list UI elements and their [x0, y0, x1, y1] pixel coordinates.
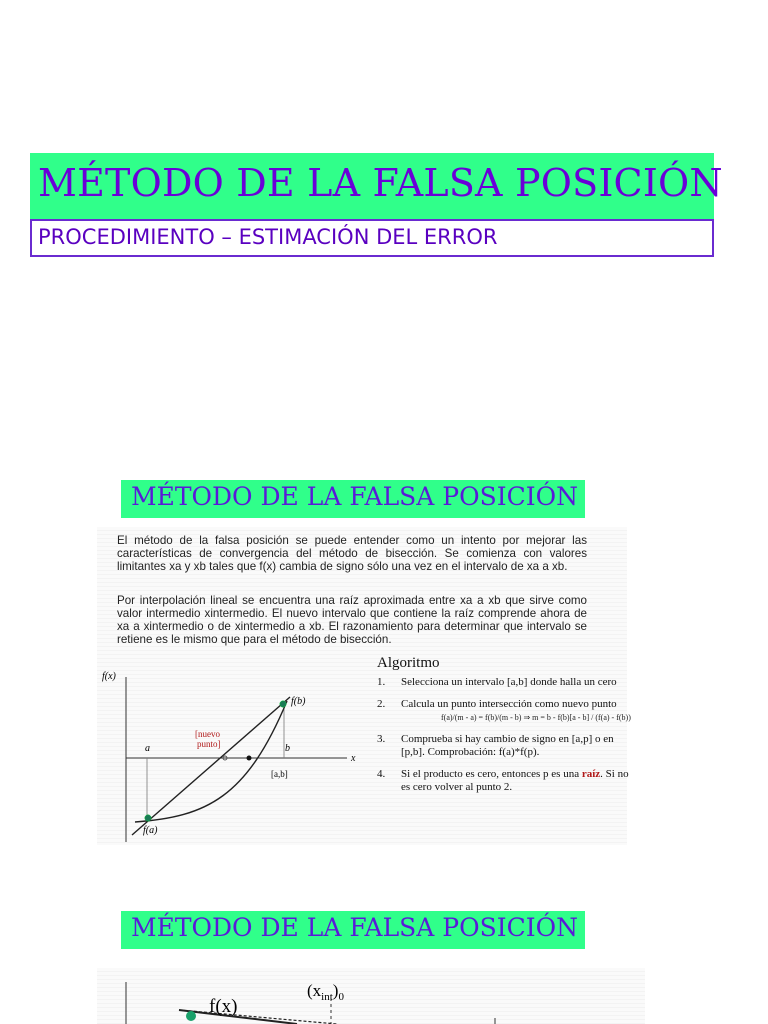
slide1-paragraph1: El método de la falsa posición se puede entender como un intento por mejorar las características de convergencia del método de bisección. Se comienza con valores limitantes xa y xb tales que f(x) cambia de signo sólo una vez en el intervalo de xa a xb.	[117, 534, 587, 573]
step-4-root-word: raíz	[581, 768, 601, 780]
point-fb	[280, 701, 286, 707]
slide1-heading	[121, 480, 585, 518]
step-2-text: Calcula un punto intersección como nuevo punto	[401, 698, 617, 710]
b-label: b	[285, 743, 290, 754]
step-2-number: 2.	[377, 698, 386, 710]
false-position-graph	[97, 667, 367, 845]
subtitle-box	[30, 219, 714, 257]
new-point-label-2: punto]	[197, 739, 221, 749]
algorithm-step-4	[377, 768, 632, 794]
secant-line	[132, 697, 290, 835]
point-fa	[145, 815, 151, 821]
slide2-heading-text: MÉTODO DE LA FALSA POSICIÓN	[131, 913, 578, 942]
slide2-point	[186, 1011, 196, 1021]
xint-close: )	[332, 981, 339, 1000]
main-title-bar	[30, 153, 723, 219]
algorithm-step-3	[377, 733, 632, 759]
a-label: a	[145, 743, 150, 754]
algorithm-step-2	[377, 698, 632, 724]
xint-open: (x	[307, 981, 322, 1000]
slide1-card	[97, 527, 631, 845]
page-subtitle: PROCEDIMIENTO – ESTIMACIÓN DEL ERROR	[38, 225, 498, 249]
xint-index: 0	[338, 991, 344, 1003]
algorithm-title: Algoritmo	[377, 655, 440, 671]
step-2-formula: f(a)/(m - a) = f(b)/(m - b) ⇒ m = b - f(b)[a - b] / (f(a) - f(b))	[441, 713, 631, 722]
algorithm-box	[377, 655, 632, 803]
y-axis-label: f(x)	[102, 671, 116, 682]
step-4-text-start: Si el producto es cero, entonces p es una	[401, 768, 580, 780]
slide1-heading-text: MÉTODO DE LA FALSA POSICIÓN	[131, 482, 578, 511]
step-4-text-end: . Si no es cero volver al punto 2.	[401, 768, 629, 793]
xint-sub: int	[321, 991, 333, 1003]
slide1-paragraph2: Por interpolación lineal se encuentra una raíz aproximada entre xa a xb que sirve como valor intermedio xintermedio. El nuevo intervalo que contiene la raíz comprende ahora de xa a xintermedio o de xintermedio a xb. El razonamiento para determinar que intervalo se retiene es le mismo que para el método de bisección.	[117, 594, 587, 646]
new-point-label-1: [nuevo	[195, 729, 220, 739]
slide2-fx-label: f(x)	[209, 996, 238, 1017]
point-root	[247, 756, 252, 761]
interval-label: [a,b]	[271, 769, 288, 779]
algorithm-step-1	[377, 676, 632, 689]
fa-label: f(a)	[143, 825, 158, 836]
slide2-heading	[121, 911, 585, 949]
step-1-text: Selecciona un intervalo [a,b] donde halla un cero	[401, 676, 617, 688]
slide2-xint-label	[307, 981, 344, 1003]
step-3-number: 3.	[377, 733, 386, 745]
slide2-graph	[97, 968, 645, 1024]
step-4-number: 4.	[377, 768, 386, 780]
page-title: MÉTODO DE LA FALSA POSICIÓN	[38, 161, 723, 205]
x-axis-label: x	[351, 753, 356, 764]
step-3-text: Comprueba si hay cambio de signo en [a,p] o en [p,b]. Comprobación: f(a)*f(p).	[401, 733, 614, 758]
slide2-card	[97, 968, 645, 1024]
fb-label: f(b)	[291, 696, 306, 707]
step-1-number: 1.	[377, 676, 386, 688]
